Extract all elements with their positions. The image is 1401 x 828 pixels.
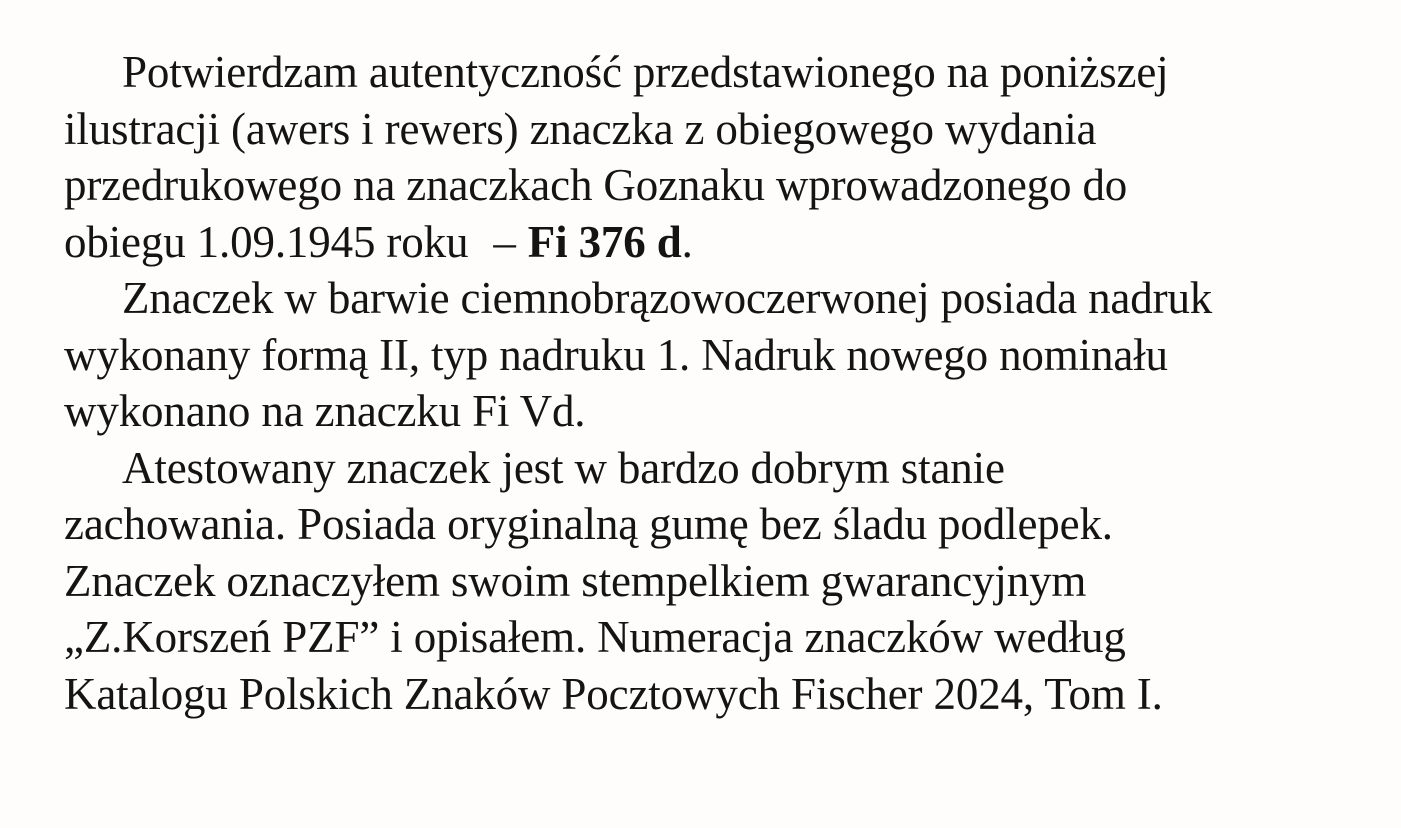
text-line: przedrukowego na znaczkach Goznaku wprowadzonego do — [64, 160, 1128, 210]
text-line-catalog — [64, 214, 1364, 271]
text-line: Katalogu Polskich Znaków Pocztowych Fischer 2024, Tom I. — [64, 668, 1163, 719]
text-line: Znaczek w barwie ciemnobrązowoczerwonej posiada nadruk — [122, 273, 1213, 323]
paragraph-authenticity — [64, 44, 1364, 270]
text-line: „Z.Korszeń PZF” i opisałem. Numeracja znaczków według — [64, 612, 1126, 662]
text-line: wykonano na znaczku Fi Vd. — [64, 386, 586, 436]
text-line: Znaczek oznaczyłem swoim stempelkiem gwarancyjnym — [64, 555, 1087, 606]
issue-date-text: obiegu 1.09.1945 roku — [64, 216, 469, 267]
catalog-number: Fi 376 d — [527, 216, 682, 267]
text-line: ilustracji (awers i rewers) znaczka z obiegowego wydania — [64, 103, 1097, 154]
text-line: Potwierdzam autentyczność przedstawionego na poniższej — [122, 47, 1169, 97]
dash-separator: – — [493, 216, 516, 267]
text-line: wykonany formą II, typ nadruku 1. Nadruk nowego nominału — [64, 329, 1168, 380]
text-line: Atestowany znaczek jest w bardzo dobrym stanie — [122, 442, 1005, 493]
line-end-period: . — [681, 216, 693, 267]
paragraph-stamp-description — [64, 270, 1364, 440]
text-line: zachowania. Posiada oryginalną gumę bez śladu podlepek. — [64, 499, 1113, 549]
paragraph-condition — [64, 440, 1364, 723]
document-text — [64, 44, 1364, 722]
